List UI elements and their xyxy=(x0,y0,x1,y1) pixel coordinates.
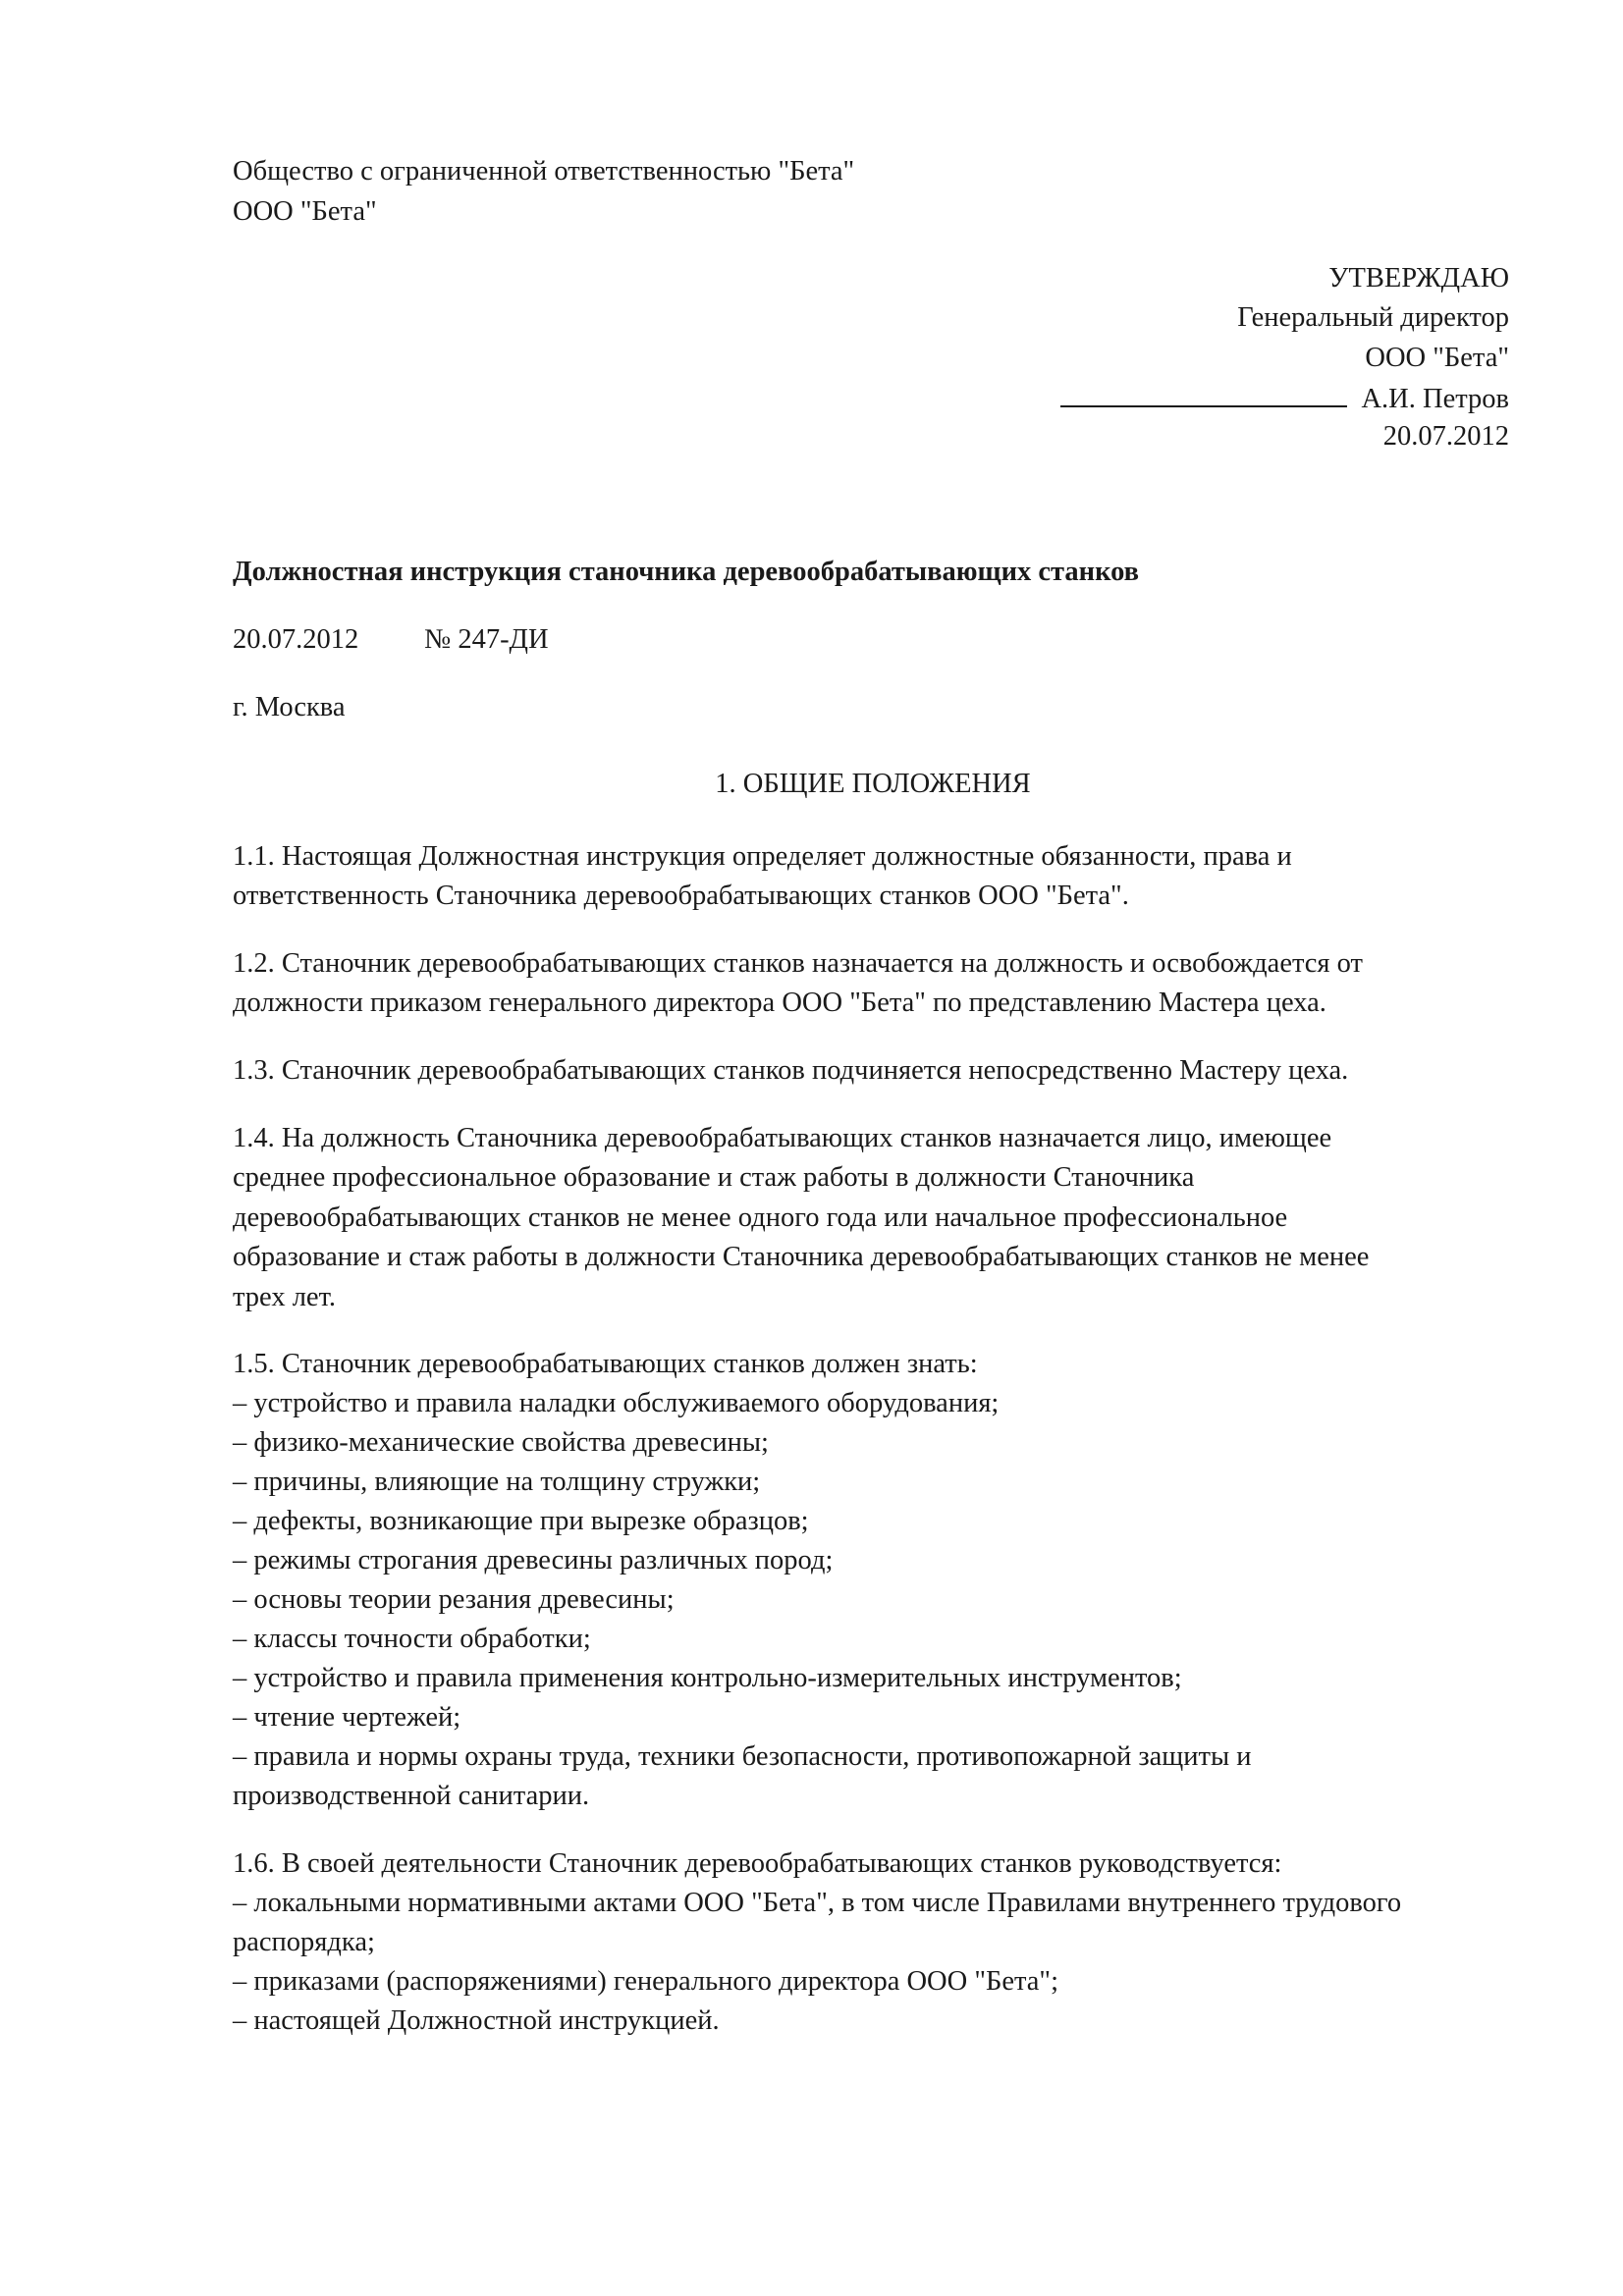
document-title: Должностная инструкция станочника деревообрабатывающих станков xyxy=(233,557,1140,587)
signature-row xyxy=(1060,378,1509,419)
para-1-5-line: 1.5. Станочник деревообрабатывающих станков должен знать: xyxy=(233,1349,978,1379)
list-item: – устройство и правила наладки обслуживаемого оборудования; xyxy=(233,1388,1000,1418)
para-1-3-line: 1.3. Станочник деревообрабатывающих станков подчиняется непосредственно Мастеру цеха. xyxy=(233,1055,1349,1086)
para-1-1-line: ответственность Станочника деревообрабатывающих станков ООО "Бета". xyxy=(233,881,1129,911)
list-item: – правила и нормы охраны труда, техники безопасности, противопожарной защиты и xyxy=(233,1741,1252,1772)
approval-label: УТВЕРЖДАЮ xyxy=(1328,263,1509,294)
signature-line xyxy=(1060,378,1347,407)
list-item: – режимы строгания древесины различных пород; xyxy=(233,1545,834,1575)
doc-date-number xyxy=(233,620,549,660)
org-full-name: Общество с ограниченной ответственностью "Бета" xyxy=(233,156,855,187)
list-item: – настоящей Должностной инструкцией. xyxy=(233,2005,720,2036)
para-1-2-line: 1.2. Станочник деревообрабатывающих станков назначается на должность и освобождается от xyxy=(233,948,1363,979)
approver-org: ООО "Бета" xyxy=(1365,343,1509,373)
para-1-6-line: 1.6. В своей деятельности Станочник деревообрабатывающих станков руководствуется: xyxy=(233,1848,1282,1879)
para-1-4-line: среднее профессиональное образование и стаж работы в должности Станочника xyxy=(233,1162,1195,1193)
para-1-4-line: 1.4. На должность Станочника деревообрабатывающих станков назначается лицо, имеющее xyxy=(233,1123,1332,1153)
approver-position: Генеральный директор xyxy=(1237,302,1509,333)
list-item: распорядка; xyxy=(233,1927,375,1957)
list-item: – основы теории резания древесины; xyxy=(233,1584,675,1615)
list-item: – устройство и правила применения контрольно-измерительных инструментов; xyxy=(233,1663,1182,1693)
list-item: – приказами (распоряжениями) генерального директора ООО "Бета"; xyxy=(233,1966,1058,1997)
list-item: – классы точности обработки; xyxy=(233,1624,591,1654)
signer-name: А.И. Петров xyxy=(1361,384,1509,414)
list-item: – причины, влияющие на толщину стружки; xyxy=(233,1467,761,1497)
para-1-4-line: трех лет. xyxy=(233,1282,337,1312)
document-number: № 247-ДИ xyxy=(424,624,549,655)
list-item: – физико-механические свойства древесины; xyxy=(233,1427,769,1458)
section-heading: 1. ОБЩИЕ ПОЛОЖЕНИЯ xyxy=(715,769,1031,799)
document-city: г. Москва xyxy=(233,692,346,722)
approval-date: 20.07.2012 xyxy=(1382,421,1509,452)
para-1-1-line: 1.1. Настоящая Должностная инструкция определяет должностные обязанности, права и xyxy=(233,841,1292,872)
org-short-name: ООО "Бета" xyxy=(233,196,377,227)
list-item: – чтение чертежей; xyxy=(233,1702,461,1733)
para-1-2-line: должности приказом генерального директора ООО "Бета" по представлению Мастера цеха. xyxy=(233,988,1326,1018)
document-date: 20.07.2012 xyxy=(233,624,359,655)
list-item: – дефекты, возникающие при вырезке образцов; xyxy=(233,1506,809,1536)
list-item: производственной санитарии. xyxy=(233,1781,590,1811)
para-1-4-line: образование и стаж работы в должности Станочника деревообрабатывающих станков не менее xyxy=(233,1242,1370,1272)
para-1-4-line: деревообрабатывающих станков не менее одного года или начальное профессиональное xyxy=(233,1202,1288,1233)
list-item: – локальными нормативными актами ООО "Бета", в том числе Правилами внутреннего трудового xyxy=(233,1888,1402,1918)
